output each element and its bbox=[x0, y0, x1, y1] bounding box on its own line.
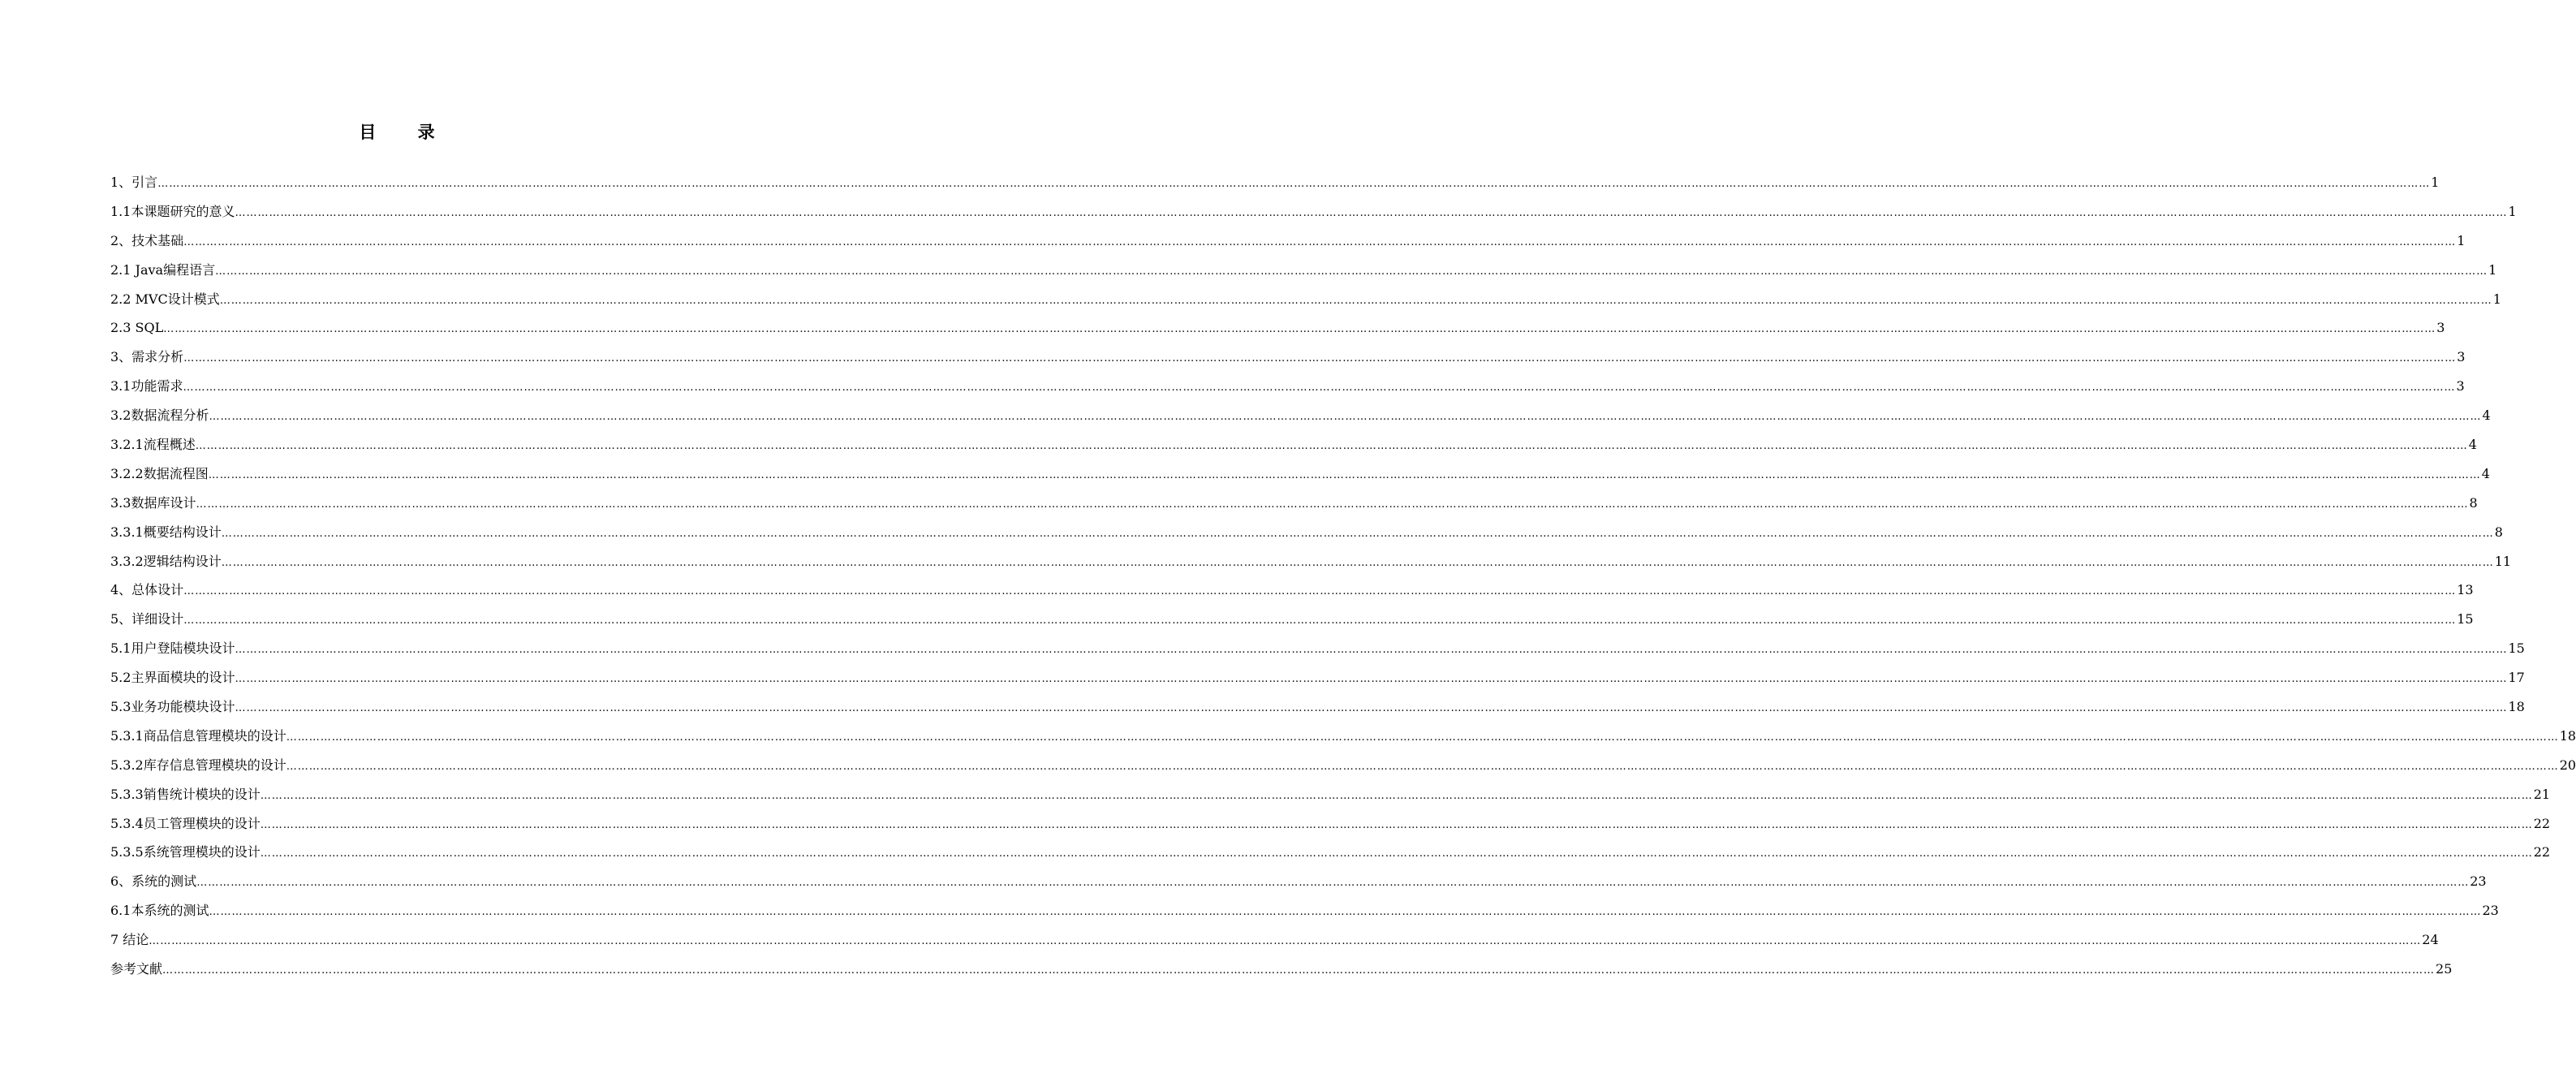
toc-dot-leader: …………………………………………………………………………………………………………………………………………………………………………………………………………………………………………………………………………………………………………………………………………………………………………………………………………………………………………………………………………………………………………………………………………………… bbox=[196, 877, 2470, 890]
toc-entry-label: 3、需求分析 bbox=[110, 349, 184, 365]
toc-list bbox=[110, 170, 2576, 986]
toc-entry-page-number: 15 bbox=[2457, 611, 2474, 627]
toc-entry[interactable] bbox=[110, 869, 2487, 899]
toc-entry-label: 5、详细设计 bbox=[110, 611, 184, 627]
toc-entry-label: 4、总体设计 bbox=[110, 582, 184, 598]
toc-entry-label: 6.1本系统的测试 bbox=[110, 903, 209, 919]
toc-entry-label: 2.1 Java编程语言 bbox=[110, 261, 216, 278]
toc-entry-page-number: 21 bbox=[2533, 786, 2551, 802]
toc-entry-label: 3.1功能需求 bbox=[110, 378, 183, 395]
toc-entry[interactable] bbox=[110, 928, 2439, 957]
toc-entry-label: 6、系统的测试 bbox=[110, 873, 197, 890]
toc-entry-page-number: 1 bbox=[2457, 232, 2466, 248]
toc-entry-page-number: 4 bbox=[2482, 408, 2491, 424]
toc-entry[interactable] bbox=[110, 957, 2453, 986]
toc-entry[interactable] bbox=[110, 607, 2474, 636]
toc-entry[interactable] bbox=[110, 578, 2474, 607]
toc-entry[interactable] bbox=[110, 520, 2503, 550]
toc-dot-leader: …………………………………………………………………………………………………………………………………………………………………………………………………………………………………………………………………………………………………………………………………………………………………………………………………………………………………………………………………………………………………………………………………………………… bbox=[235, 673, 2508, 686]
toc-entry-page-number: 3 bbox=[2436, 320, 2445, 336]
toc-entry-page-number: 1 bbox=[2492, 291, 2501, 307]
toc-entry[interactable] bbox=[110, 783, 2551, 812]
toc-entry[interactable] bbox=[110, 899, 2499, 928]
toc-dot-leader: …………………………………………………………………………………………………………………………………………………………………………………………………………………………………………………………………………………………………………………………………………………………………………………………………………………………………………………………………………………………………………………………………………………… bbox=[260, 789, 2533, 802]
toc-entry[interactable] bbox=[110, 812, 2551, 841]
toc-dot-leader: …………………………………………………………………………………………………………………………………………………………………………………………………………………………………………………………………………………………………………………………………………………………………………………………………………………………………………………………………………………………………………………………………………………… bbox=[221, 556, 2494, 569]
toc-entry-label: 2.3 SQL bbox=[110, 320, 164, 336]
toc-entry[interactable] bbox=[110, 403, 2491, 433]
toc-entry-label: 1、引言 bbox=[110, 175, 158, 190]
toc-entry-page-number: 23 bbox=[2482, 903, 2499, 919]
toc-entry-label: 3.3.2逻辑结构设计 bbox=[110, 553, 222, 569]
toc-dot-leader: …………………………………………………………………………………………………………………………………………………………………………………………………………………………………………………………………………………………………………………………………………………………………………………………………………………………………………………………………………………………………………………………………………………… bbox=[208, 468, 2481, 481]
toc-dot-leader: …………………………………………………………………………………………………………………………………………………………………………………………………………………………………………………………………………………………………………………………………………………………………………………………………………………………………………………………………………………………………………………………………………………… bbox=[196, 498, 2469, 511]
toc-entry-page-number: 3 bbox=[2457, 349, 2466, 365]
toc-entry-page-number: 8 bbox=[2469, 494, 2478, 511]
toc-entry-page-number: 4 bbox=[2481, 465, 2490, 481]
toc-entry[interactable] bbox=[110, 374, 2465, 403]
toc-entry[interactable] bbox=[110, 170, 2440, 200]
toc-entry-label: 2.2 MVC设计模式 bbox=[110, 291, 220, 307]
toc-entry-label: 2、技术基础 bbox=[110, 232, 184, 248]
toc-dot-leader: …………………………………………………………………………………………………………………………………………………………………………………………………………………………………………………………………………………………………………………………………………………………………………………………………………………………………………………………………………………………………………………………………………………… bbox=[183, 614, 2457, 627]
toc-entry-page-number: 22 bbox=[2533, 815, 2551, 831]
toc-entry-label: 3.2.2数据流程图 bbox=[110, 465, 209, 481]
toc-dot-leader: …………………………………………………………………………………………………………………………………………………………………………………………………………………………………………………………………………………………………………………………………………………………………………………………………………………………………………………………………………………………………………………………………………………… bbox=[209, 906, 2482, 919]
toc-entry-label: 5.3.4员工管理模块的设计 bbox=[110, 815, 261, 831]
toc-entry-label: 5.3.2库存信息管理模块的设计 bbox=[110, 757, 286, 773]
toc-dot-leader: …………………………………………………………………………………………………………………………………………………………………………………………………………………………………………………………………………………………………………………………………………………………………………………………………………………………………………………………………………………………………………………………………………………… bbox=[157, 178, 2431, 190]
toc-entry-page-number: 22 bbox=[2533, 844, 2551, 860]
toc-entry[interactable] bbox=[110, 491, 2478, 520]
toc-dot-leader: …………………………………………………………………………………………………………………………………………………………………………………………………………………………………………………………………………………………………………………………………………………………………………………………………………………………………………………………………………………………………………………………………………………… bbox=[183, 382, 2456, 395]
toc-dot-leader: …………………………………………………………………………………………………………………………………………………………………………………………………………………………………………………………………………………………………………………………………………………………………………………………………………………………………………………………………………………………………………………………………………………… bbox=[235, 702, 2508, 715]
toc-entry-page-number: 15 bbox=[2508, 640, 2525, 657]
toc-dot-leader: …………………………………………………………………………………………………………………………………………………………………………………………………………………………………………………………………………………………………………………………………………………………………………………………………………………………………………………………………………………………………………………………………………………… bbox=[235, 644, 2508, 657]
toc-dot-leader: …………………………………………………………………………………………………………………………………………………………………………………………………………………………………………………………………………………………………………………………………………………………………………………………………………………………………………………………………………………………………………………………………………………… bbox=[183, 235, 2457, 248]
toc-entry-label: 参考文献 bbox=[110, 961, 163, 977]
toc-entry-page-number: 24 bbox=[2422, 932, 2439, 948]
toc-entry[interactable] bbox=[110, 840, 2551, 869]
toc-dot-leader: …………………………………………………………………………………………………………………………………………………………………………………………………………………………………………………………………………………………………………………………………………………………………………………………………………………………………………………………………………………………………………………………………………………… bbox=[235, 206, 2508, 219]
toc-dot-leader: …………………………………………………………………………………………………………………………………………………………………………………………………………………………………………………………………………………………………………………………………………………………………………………………………………………………………………………………………………………………………………………………………………………… bbox=[162, 964, 2436, 977]
toc-dot-leader: …………………………………………………………………………………………………………………………………………………………………………………………………………………………………………………………………………………………………………………………………………………………………………………………………………………………………………………………………………………………………………………………………………………… bbox=[215, 265, 2488, 278]
toc-entry-page-number: 18 bbox=[2508, 699, 2525, 715]
toc-entry[interactable] bbox=[110, 345, 2466, 374]
toc-entry-page-number: 1 bbox=[2488, 261, 2497, 278]
toc-entry-label: 7 结论 bbox=[110, 932, 149, 948]
toc-dot-leader: …………………………………………………………………………………………………………………………………………………………………………………………………………………………………………………………………………………………………………………………………………………………………………………………………………………………………………………………………………………………………………………………………………………… bbox=[209, 411, 2482, 424]
toc-entry-page-number: 25 bbox=[2436, 961, 2453, 977]
toc-entry[interactable] bbox=[110, 258, 2497, 287]
toc-entry-page-number: 17 bbox=[2508, 670, 2525, 686]
toc-entry-page-number: 18 bbox=[2559, 727, 2576, 744]
toc-entry[interactable] bbox=[110, 229, 2466, 258]
toc-entry-label: 5.2主界面模块的设计 bbox=[110, 670, 235, 686]
toc-entry-page-number: 8 bbox=[2494, 524, 2503, 540]
toc-entry[interactable] bbox=[110, 433, 2477, 462]
toc-entry-page-number: 20 bbox=[2559, 757, 2576, 773]
toc-dot-leader: …………………………………………………………………………………………………………………………………………………………………………………………………………………………………………………………………………………………………………………………………………………………………………………………………………………………………………………………………………………………………………………………………………………… bbox=[183, 352, 2457, 365]
toc-entry-page-number: 3 bbox=[2456, 378, 2465, 395]
toc-entry-label: 3.3.1概要结构设计 bbox=[110, 524, 222, 540]
toc-entry-label: 5.3业务功能模块设计 bbox=[110, 699, 235, 715]
toc-entry[interactable] bbox=[110, 695, 2525, 724]
toc-dot-leader: …………………………………………………………………………………………………………………………………………………………………………………………………………………………………………………………………………………………………………………………………………………………………………………………………………………………………………………………………………………………………………………………………………………… bbox=[183, 585, 2457, 598]
toc-entry-page-number: 1 bbox=[2508, 203, 2517, 219]
toc-dot-leader: …………………………………………………………………………………………………………………………………………………………………………………………………………………………………………………………………………………………………………………………………………………………………………………………………………………………………………………………………………………………………………………………………………………… bbox=[195, 440, 2468, 453]
toc-entry-label: 5.1用户登陆模块设计 bbox=[110, 640, 235, 657]
toc-entry-label: 3.2数据流程分析 bbox=[110, 408, 209, 424]
toc-entry-page-number: 1 bbox=[2431, 175, 2440, 190]
toc-entry-label: 5.3.5系统管理模块的设计 bbox=[110, 844, 261, 860]
toc-entry[interactable] bbox=[110, 724, 2576, 753]
toc-entry[interactable] bbox=[110, 200, 2517, 229]
toc-entry[interactable] bbox=[110, 287, 2501, 317]
toc-title: 目 录 bbox=[359, 123, 453, 142]
toc-entry-label: 5.3.3销售统计模块的设计 bbox=[110, 786, 261, 802]
toc-entry-page-number: 13 bbox=[2457, 582, 2474, 598]
toc-dot-leader: …………………………………………………………………………………………………………………………………………………………………………………………………………………………………………………………………………………………………………………………………………………………………………………………………………………………………………………………………………………………………………………………………………………… bbox=[163, 323, 2436, 336]
toc-entry[interactable] bbox=[110, 666, 2525, 695]
toc-dot-leader: …………………………………………………………………………………………………………………………………………………………………………………………………………………………………………………………………………………………………………………………………………………………………………………………………………………………………………………………………………………………………………………………………………………… bbox=[260, 818, 2533, 831]
toc-dot-leader: …………………………………………………………………………………………………………………………………………………………………………………………………………………………………………………………………………………………………………………………………………………………………………………………………………………………………………………………………………………………………………………………………………………… bbox=[286, 760, 2559, 773]
toc-entry[interactable] bbox=[110, 753, 2576, 783]
toc-entry-page-number: 4 bbox=[2468, 437, 2477, 453]
toc-entry-label: 1.1本课题研究的意义 bbox=[110, 203, 235, 219]
toc-entry[interactable] bbox=[110, 316, 2445, 345]
toc-entry-label: 5.3.1商品信息管理模块的设计 bbox=[110, 727, 286, 744]
toc-dot-leader: …………………………………………………………………………………………………………………………………………………………………………………………………………………………………………………………………………………………………………………………………………………………………………………………………………………………………………………………………………………………………………………………………………………… bbox=[219, 294, 2492, 307]
toc-entry-page-number: 11 bbox=[2494, 553, 2512, 569]
toc-dot-leader: …………………………………………………………………………………………………………………………………………………………………………………………………………………………………………………………………………………………………………………………………………………………………………………………………………………………………………………………………………………………………………………………………………………… bbox=[286, 731, 2559, 744]
toc-entry[interactable] bbox=[110, 550, 2512, 579]
toc-entry[interactable] bbox=[110, 636, 2525, 666]
toc-entry-label: 3.2.1流程概述 bbox=[110, 437, 196, 453]
toc-dot-leader: …………………………………………………………………………………………………………………………………………………………………………………………………………………………………………………………………………………………………………………………………………………………………………………………………………………………………………………………………………………………………………………………………………………… bbox=[260, 847, 2533, 860]
toc-dot-leader: …………………………………………………………………………………………………………………………………………………………………………………………………………………………………………………………………………………………………………………………………………………………………………………………………………………………………………………………………………………………………………………………………………………… bbox=[149, 935, 2422, 948]
toc-entry-label: 3.3数据库设计 bbox=[110, 494, 196, 511]
toc-entry-page-number: 23 bbox=[2470, 873, 2487, 890]
toc-entry[interactable] bbox=[110, 462, 2490, 491]
toc-dot-leader: …………………………………………………………………………………………………………………………………………………………………………………………………………………………………………………………………………………………………………………………………………………………………………………………………………………………………………………………………………………………………………………………………………………… bbox=[221, 527, 2494, 540]
